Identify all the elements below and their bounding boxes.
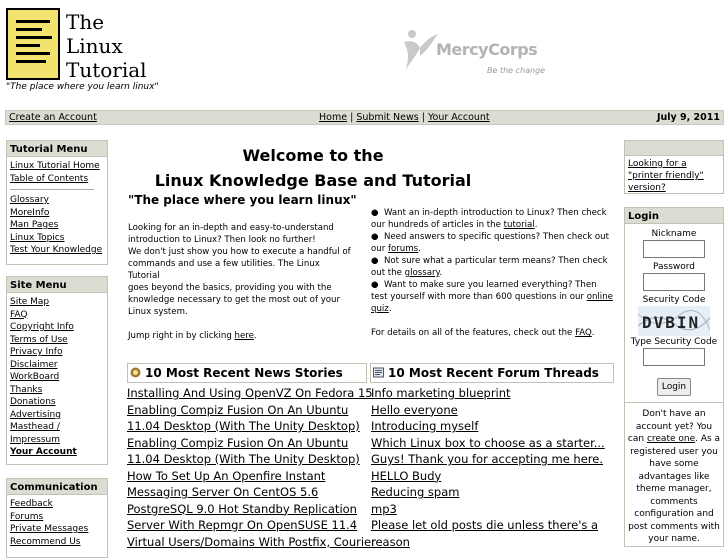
site-link-masthead[interactable]: Masthead / <box>10 422 60 432</box>
menu-link-table-of-contents[interactable]: Table of Contents <box>10 173 89 184</box>
news-story-link[interactable]: Virtual Users/Domains With Postfix, Courier <box>127 534 376 549</box>
forum-thread-link[interactable]: Please let old posts die unless there's a <box>371 518 599 532</box>
logo-word-linux: Linux <box>66 34 123 58</box>
site-link-copyright-info[interactable]: Copyright Info <box>10 322 74 332</box>
captcha-text: DVBIN <box>642 313 701 332</box>
forum-thread-link[interactable]: Reducing spam <box>371 485 460 499</box>
intro-line: We don't just show you how to execute a handful of <box>128 247 351 257</box>
news-story-link[interactable]: 11.04 Desktop (With The Unity Desktop) <box>127 419 360 433</box>
site-link-your-account[interactable]: Your Account <box>10 447 77 457</box>
menu-link-man-pages[interactable]: Man Pages <box>10 220 59 230</box>
site-link-impressum[interactable]: Impressum <box>10 434 61 445</box>
features-list <box>371 207 615 339</box>
nickname-input[interactable] <box>643 240 705 258</box>
news-section-header <box>127 363 367 383</box>
tutorial-link[interactable]: tutorial <box>503 220 535 230</box>
site-link-donations[interactable]: Donations <box>10 397 56 407</box>
welcome-heading <box>128 143 498 193</box>
communication-box <box>6 478 108 558</box>
forum-section-title: 10 Most Recent Forum Threads <box>388 366 599 380</box>
logo-icon <box>6 8 60 80</box>
news-list <box>127 385 376 550</box>
tutorial-menu-box <box>6 140 108 265</box>
forum-thread-link[interactable]: reason <box>371 534 410 549</box>
feature-item: ● Want an in-depth introduction to Linux? Then check our hundreds of articles in the tutorial. <box>371 208 607 230</box>
faq-link[interactable]: FAQ <box>575 328 592 338</box>
captcha-image <box>638 306 710 336</box>
register-info: Don't have an account yet? You can create one. As a registered user you have some advantages like theme manager, comments configuration and post comments with your name. <box>627 409 721 544</box>
current-date: July 9, 2011 <box>656 112 720 123</box>
create-account-inline-link[interactable]: create one <box>646 434 696 444</box>
welcome-line-2: Linux Knowledge Base and Tutorial <box>154 171 472 190</box>
glossary-link[interactable]: glossary <box>404 268 440 278</box>
forum-thread-link[interactable]: HELLO Budy <box>371 468 442 483</box>
menu-link-glossary[interactable]: Glossary <box>10 195 49 205</box>
online-quiz-link[interactable]: online quiz <box>371 292 613 314</box>
site-link-thanks[interactable]: Thanks <box>10 384 43 395</box>
site-tagline: "The place where you learn linux" <box>6 82 159 92</box>
site-link-site-map[interactable]: Site Map <box>10 297 50 307</box>
nav-separator: | <box>421 112 425 123</box>
news-story-link[interactable]: PostgreSQL 9.0 Hot Standby Replication <box>127 501 357 516</box>
news-section-title: 10 Most Recent News Stories <box>145 366 343 380</box>
menu-link-test-your-knowledge[interactable]: Test Your Knowledge <box>10 245 103 255</box>
top-bar <box>5 110 724 125</box>
news-story-link[interactable]: Installing And Using OpenVZ On Fedora 15 <box>127 386 373 400</box>
news-story-link[interactable]: Enabling Compiz Fusion On An Ubuntu <box>127 402 349 417</box>
forum-section-header <box>370 363 614 383</box>
menu-link-linux-tutorial-home[interactable]: Linux Tutorial Home <box>10 161 100 171</box>
site-link-advertising[interactable]: Advertising <box>10 409 61 420</box>
logo-word-tutorial: Tutorial <box>66 58 147 82</box>
site-link-workboard[interactable]: WorkBoard <box>10 372 60 382</box>
jump-in-text: Jump right in by clicking here. <box>128 331 257 341</box>
site-link-privacy-info[interactable]: Privacy Info <box>10 347 63 357</box>
comm-link-forums[interactable]: Forums <box>10 511 44 522</box>
site-link-disclaimer[interactable]: Disclaimer <box>10 359 58 370</box>
intro-line: Linux system. <box>128 307 188 317</box>
intro-line: introduction to Linux? Then look no further! <box>128 235 316 245</box>
site-menu-title: Site Menu <box>7 277 107 293</box>
comm-link-recommend-us[interactable]: Recommend Us <box>10 536 81 547</box>
forum-thread-link[interactable]: Which Linux box to choose as a starter... <box>371 435 605 450</box>
password-label: Password <box>652 262 696 272</box>
intro-line: commands and use a few utilities. The Linux Tutorial <box>128 259 320 281</box>
site-link-terms-of-use[interactable]: Terms of Use <box>10 334 68 345</box>
forum-list <box>371 385 605 550</box>
forum-thread-link[interactable]: Info marketing blueprint <box>371 386 511 400</box>
forum-thread-link[interactable]: Hello everyone <box>371 402 458 417</box>
comm-link-feedback[interactable]: Feedback <box>10 499 53 509</box>
news-story-link[interactable]: Enabling Compiz Fusion On An Ubuntu <box>127 435 349 450</box>
intro-line: goes beyond the basics, providing you with the <box>128 283 332 293</box>
intro-line: Looking for an in-depth and easy-to-understand <box>128 223 334 233</box>
forum-thread-link[interactable]: Guys! Thank you for accepting me here. <box>371 452 603 466</box>
place-quote: "The place where you learn linux" <box>128 193 357 207</box>
password-input[interactable] <box>643 273 705 291</box>
nickname-label: Nickname <box>651 229 697 239</box>
forum-icon <box>373 367 384 378</box>
communication-title: Communication <box>7 479 107 495</box>
intro-line: knowledge necessary to get the most out of your <box>128 295 341 305</box>
news-story-link[interactable]: Server With Repmgr On OpenSUSE 11.4 <box>127 518 358 532</box>
nav-home-link[interactable]: Home <box>319 112 348 123</box>
nav-separator: | <box>350 112 354 123</box>
banner-title: MercyCorps <box>436 40 538 59</box>
forum-thread-link[interactable]: Introducing myself <box>371 419 479 433</box>
logo-word-the: The <box>66 10 105 34</box>
printer-friendly-link[interactable]: Looking for a "printer friendly" version? <box>628 159 704 193</box>
forum-thread-link[interactable]: mp3 <box>371 501 397 516</box>
news-story-link[interactable]: 11.04 Desktop (With The Unity Desktop) <box>127 452 360 466</box>
feature-item: ● Need answers to specific questions? Then check out our forums. <box>371 232 609 254</box>
news-story-link[interactable]: Messaging Server On CentOS 5.6 <box>127 485 319 499</box>
login-box <box>624 207 724 547</box>
tutorial-menu-title: Tutorial Menu <box>7 141 107 157</box>
login-button[interactable]: Login <box>657 378 691 396</box>
type-code-label: Type Security Code <box>630 337 718 347</box>
features-details: For details on all of the features, check out the FAQ. <box>371 328 595 338</box>
login-title: Login <box>625 208 723 224</box>
forums-link[interactable]: forums <box>387 244 419 254</box>
welcome-line-1: Welcome to the <box>242 146 384 165</box>
intro-text <box>128 222 354 342</box>
security-code-input[interactable] <box>643 348 705 366</box>
news-icon <box>130 367 141 378</box>
create-account-link[interactable]: Create an Account <box>9 112 97 123</box>
comm-link-private-messages[interactable]: Private Messages <box>10 524 89 534</box>
banner-subtitle: Be the change <box>487 66 546 75</box>
nav-your-account-link[interactable]: Your Account <box>427 112 490 123</box>
menu-divider <box>10 189 94 190</box>
printer-box <box>624 140 724 194</box>
nav-submit-news-link[interactable]: Submit News <box>356 112 419 123</box>
security-code-label: Security Code <box>642 295 706 305</box>
menu-link-linux-topics[interactable]: Linux Topics <box>10 232 65 243</box>
news-story-link[interactable]: How To Set Up An Openfire Instant <box>127 468 326 483</box>
top-nav <box>319 111 490 124</box>
site-menu-box <box>6 276 108 465</box>
feature-item: ● Want to make sure you learned everything? Then test yourself with more than 600 questions in our online quiz. <box>371 280 613 314</box>
feature-item: ● Not sure what a particular term means? Then check out the glossary. <box>371 256 608 278</box>
menu-link-moreinfo[interactable]: MoreInfo <box>10 207 50 218</box>
site-link-faq[interactable]: FAQ <box>10 309 28 320</box>
jump-in-link[interactable]: here <box>234 331 254 341</box>
